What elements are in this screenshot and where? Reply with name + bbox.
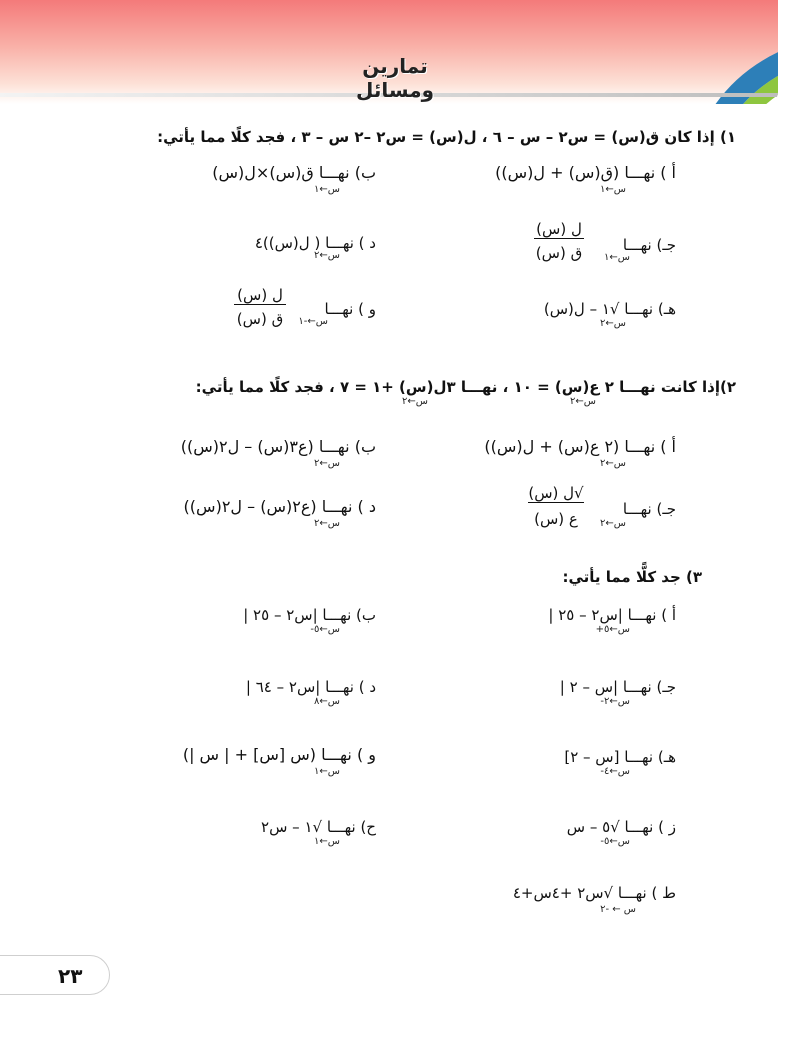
q1-c-den: ق (س) [535,244,583,262]
q1-e-sub: س←٢ [600,318,626,329]
q2-b-sub: س←٢ [314,458,340,469]
page-title: تمارين ومسائل [355,54,435,102]
q2-a: أ ) نهـــا (٢ ع(س) + ل(س)) [484,437,676,456]
q1-b: ب) نهـــا ق(س)×ل(س) [212,163,376,182]
q1-e: هـ) نهـــا √١ – ل(س) [543,300,676,318]
q3-f-sub: س←١ [314,766,340,777]
q3-d: د ) نهـــا |س٢ – ٦٤ | [245,678,376,696]
q3-b-sub: س←٥- [310,624,340,635]
q1-a: أ ) نهـــا (ق(س) + ل(س)) [495,163,676,182]
q2-stem: ٢)إذا كانت نهـــا ٢ ع(س) = ١٠ ، نهـــا ٣ل(س) +١ = ٧ ، فجد كلًا مما يأتي: [195,378,736,396]
q3-f: و ) نهـــا (س [س] + | س |) [182,745,376,764]
q2-c: جـ) نهـــا [622,500,676,518]
q3-b: ب) نهـــا |س٢ – ٢٥ | [243,606,376,624]
q3-e-sub: س←٤- [600,766,630,777]
q3-d-sub: س←٨ [314,696,340,707]
q2-c-num: √ل (س) [528,484,584,502]
q1-c: جـ) نهـــا [622,236,676,254]
q1-c-sub: س←١ [604,252,630,263]
q1-stem: ١) إذا كان ق(س) = س٢ – س – ٦ ، ل(س) = س٢ –٢ س – ٣ ، فجد كلًا مما يأتي: [157,128,736,146]
q3-g: ز ) نهـــا √٥ – س [566,818,676,836]
q2-stem-sub1: س←٢ [570,396,596,407]
q2-a-sub: س←٢ [600,458,626,469]
q2-b: ب) نهـــا (ع٣(س) – ل٢(س)) [180,437,376,456]
q2-d-sub: س←٢ [314,518,340,529]
q2-c-sub: س←٢ [600,518,626,529]
q3-i-sub: س ← -٢ [600,904,636,915]
q3-a: أ ) نهـــا |س٢ – ٢٥ | [548,606,676,624]
q3-h-sub: س←١ [314,836,340,847]
q1-b-sub: س←١ [314,184,340,195]
q3-g-sub: س←٥- [600,836,630,847]
q2-c-den: ع (س) [534,510,578,528]
q1-f: و ) نهـــا [324,300,376,318]
q1-a-sub: س←١ [600,184,626,195]
q2-d: د ) نهـــا (ع٢(س) – ل٢(س)) [183,497,376,516]
q3-c: جـ) نهـــا |س – ٢ | [559,678,676,696]
page-number-tab [0,955,110,995]
page-number: ٢٣ [58,964,83,988]
q1-c-num: ل (س) [534,220,584,239]
q2-stem-sub2: س←٢ [402,396,428,407]
q1-f-num: ل (س) [234,286,286,305]
q3-a-sub: س←٥+ [595,624,630,635]
q3-stem: ٣) جد كلًّا مما يأتي: [562,568,702,586]
q3-c-sub: س←٢- [600,696,630,707]
q3-h: ح) نهـــا √١ – س٢ [261,818,376,836]
q3-i: ط ) نهـــا √س٢ +٤س+٤ [512,884,676,902]
q1-f-den: ق (س) [236,310,284,328]
q1-f-sub: س←-١ [298,316,328,327]
q1-d: د ) نهـــا ( ل(س))٤ [254,234,376,252]
q3-e: هـ) نهـــا [س – ٢] [564,748,676,766]
q1-d-sub: س←٢ [314,250,340,261]
